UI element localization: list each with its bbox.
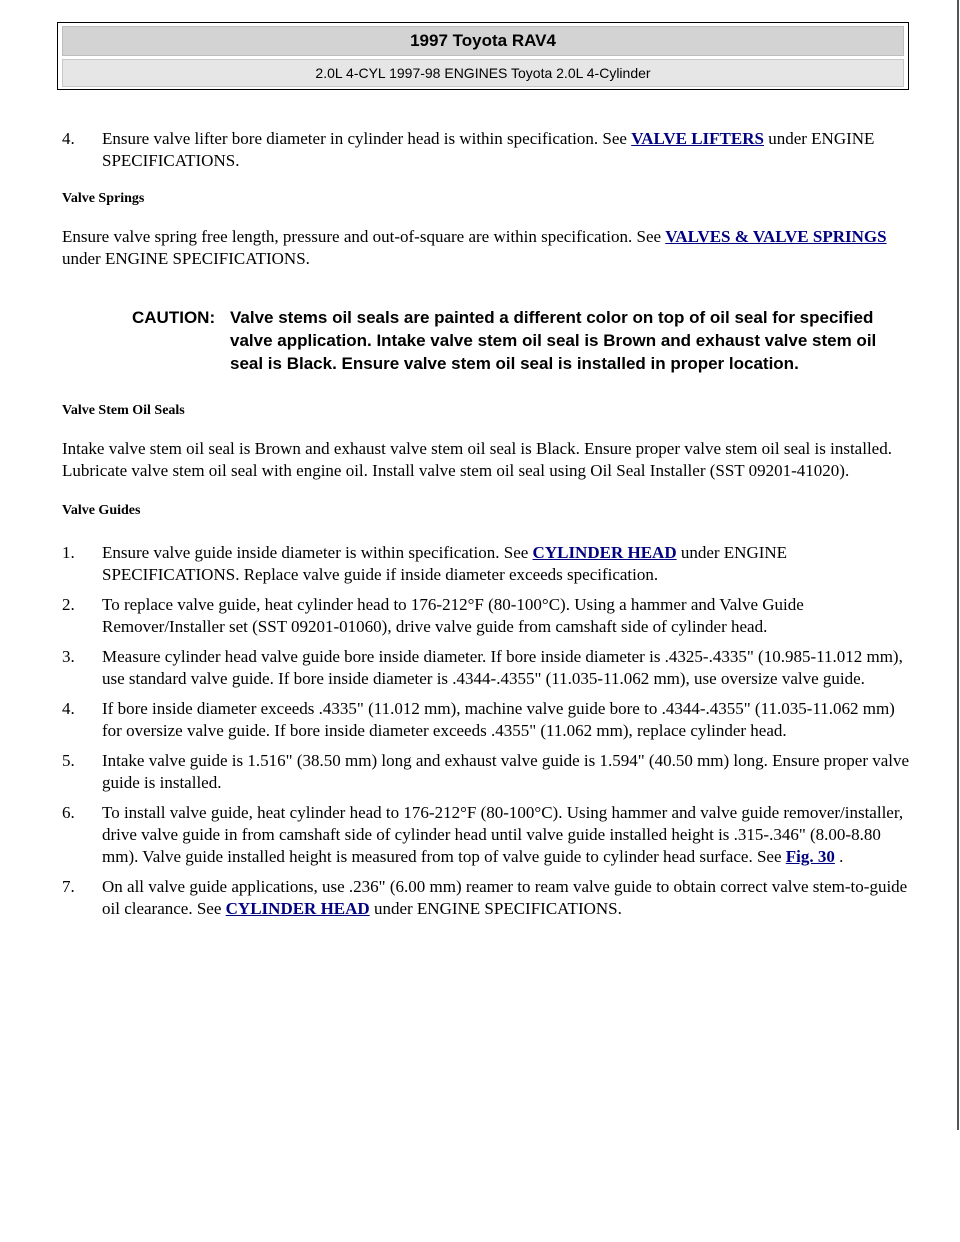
valve-stem-oil-seals-paragraph: Intake valve stem oil seal is Brown and exhaust valve stem oil seal is Black. Ensure proper valve stem oil seal is installed. Lubricate valve stem oil seal with engine oil. Install valve stem oil seal using Oil Seal Installer (SST 09201-41020). [62, 439, 892, 480]
list-number: 7. [62, 877, 75, 896]
list-number: 4. [62, 129, 75, 148]
paragraph-text: Ensure valve spring free length, pressure and out-of-square are within specification. See [62, 227, 666, 246]
list-number: 1. [62, 543, 75, 562]
section-heading-valve-springs: Valve Springs [62, 191, 145, 206]
step-text: On all valve guide applications, use .236" (6.00 mm) reamer to ream valve guide to obtain correct valve stem-to-guide oil clearance. See [102, 877, 908, 918]
list-number: 3. [62, 647, 75, 666]
section-heading-valve-guides: Valve Guides [62, 503, 141, 518]
cylinder-head-link[interactable]: CYLINDER HEAD [532, 543, 677, 562]
step-text: Intake valve guide is 1.516" (38.50 mm) long and exhaust valve guide is 1.594" (40.50 mm) long. Ensure proper valve guide is installed. [102, 751, 910, 792]
step-text-after: under ENGINE SPECIFICATIONS. [102, 129, 875, 170]
fig-30-link[interactable]: Fig. 30 [785, 847, 835, 866]
step-text-after: under ENGINE SPECIFICATIONS. Replace valve guide if inside diameter exceeds specification. [102, 543, 788, 584]
caution-text: Valve stems oil seals are painted a different color on top of oil seal for specified valve application. Intake valve stem oil seal is Brown and exhaust valve stem oil seal is Black. Ensure valve stem oil seal is installed in proper location. [230, 308, 877, 373]
list-item [62, 876, 910, 920]
step-text-after: . [834, 847, 844, 866]
step-text: Ensure valve lifter bore diameter in cylinder head is within specification. See [102, 129, 632, 148]
step-text: To install valve guide, heat cylinder head to 176-212°F (80-100°C). Using hammer and valve guide remover/installer, drive valve guide in from camshaft side of cylinder head until valve guide installed height is .315-.346" (8.00-8.80 mm). Valve guide installed height is measured from top of valve guide to cylinder head surface. See [102, 803, 904, 866]
list-item [62, 698, 910, 742]
list-item [62, 542, 910, 586]
step-text: If bore inside diameter exceeds .4335" (11.012 mm), machine valve guide bore to .4344-.4355" (11.035-11.062 mm) for oversize valve guide. If bore inside diameter exceeds .4355" (11.062 mm), replace cylinder head. [102, 699, 895, 740]
valve-guides-steps [62, 542, 910, 920]
list-number: 4. [62, 699, 75, 718]
cylinder-head-link[interactable]: CYLINDER HEAD [225, 899, 370, 918]
list-item [62, 802, 910, 868]
valve-lifters-link[interactable]: VALVE LIFTERS [631, 129, 764, 148]
step-text-after: under ENGINE SPECIFICATIONS. [369, 899, 622, 918]
list-item [62, 750, 910, 794]
document-body [62, 128, 910, 920]
caution-label: CAUTION: [132, 308, 216, 327]
page-header [57, 22, 909, 90]
list-item [62, 128, 910, 172]
list-item [62, 594, 910, 638]
list-number: 5. [62, 751, 75, 770]
list-item [62, 646, 910, 690]
list-number: 6. [62, 803, 75, 822]
step-text: Measure cylinder head valve guide bore inside diameter. If bore inside diameter is .4325-.4335" (10.985-11.012 mm), use standard valve guide. If bore inside diameter is .4344-.4355" (11.035-11.062 mm), use oversize valve guide. [102, 647, 903, 688]
paragraph-text-after: under ENGINE SPECIFICATIONS. [62, 249, 310, 268]
step-text: Ensure valve guide inside diameter is within specification. See [102, 543, 533, 562]
section-heading-valve-stem-oil-seals: Valve Stem Oil Seals [62, 403, 185, 418]
page-edge-rule [957, 0, 959, 1130]
valves-valve-springs-link[interactable]: VALVES & VALVE SPRINGS [665, 227, 887, 246]
list-number: 2. [62, 595, 75, 614]
document-subtitle: 2.0L 4-CYL 1997-98 ENGINES Toyota 2.0L 4-Cylinder [62, 59, 904, 87]
valve-springs-paragraph [62, 226, 910, 270]
document-title: 1997 Toyota RAV4 [62, 26, 904, 56]
step-text: To replace valve guide, heat cylinder head to 176-212°F (80-100°C). Using a hammer and Valve Guide Remover/Installer set (SST 09201-01060), drive valve guide from camshaft side of cylinder head. [102, 595, 804, 636]
caution-note [132, 306, 912, 375]
